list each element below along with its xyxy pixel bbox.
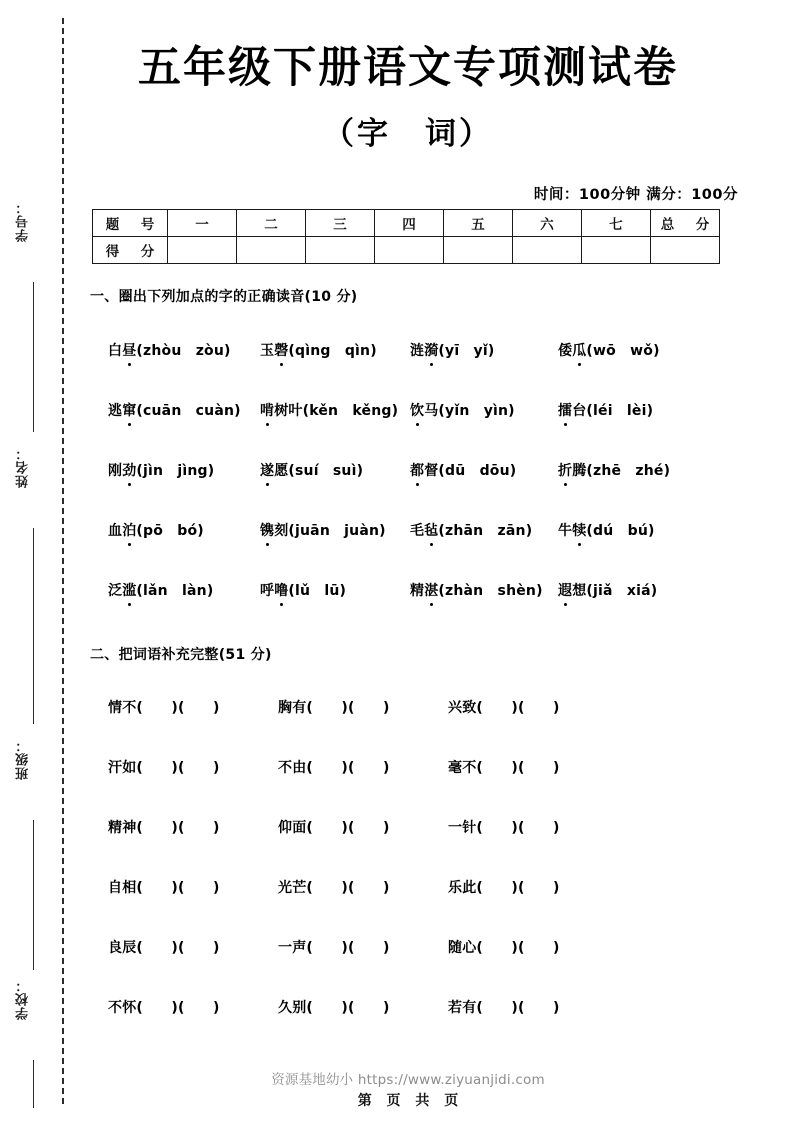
page-title: 五年级下册语文专项测试卷 <box>138 43 678 93</box>
score-table-row-label-question: 题 号 <box>93 210 168 237</box>
score-table <box>92 209 720 264</box>
pinyin-options: (qìng qìn) <box>288 343 377 359</box>
dotted-char: 遐 <box>558 580 572 600</box>
exam-paper-body <box>78 0 793 1122</box>
idiom-item[interactable] <box>448 697 560 717</box>
dotted-char: 湛 <box>424 580 438 600</box>
idiom-prefix: 乐此 <box>448 880 477 896</box>
idiom-item[interactable] <box>108 757 220 777</box>
idiom-blanks[interactable]: ( )( ) <box>306 820 390 836</box>
pinyin-options: (cuān cuàn) <box>136 403 241 419</box>
idiom-prefix: 一声 <box>278 940 307 956</box>
dotted-char: 滥 <box>122 580 136 600</box>
score-table-row-label-score: 得 分 <box>93 237 168 264</box>
pronunciation-item[interactable] <box>108 580 213 600</box>
dotted-char: 劲 <box>122 460 136 480</box>
score-table-col-6: 六 <box>513 210 582 237</box>
pinyin-options: 刻(juān juàn) <box>274 523 386 539</box>
pinyin-options: 想(jiǎ xiá) <box>572 583 658 599</box>
pronunciation-row <box>90 460 780 494</box>
score-cell-3[interactable] <box>306 237 375 264</box>
dotted-char: 犊 <box>572 520 586 540</box>
section-title-1: 一、圈出下列加点的字的正确读音(10 分) <box>90 289 358 305</box>
margin-label-student-id: 学号： <box>16 200 31 242</box>
pronunciation-item[interactable] <box>410 580 543 600</box>
word-prefix: 白 <box>108 343 123 359</box>
score-table-col-1: 一 <box>168 210 237 237</box>
idiom-blanks[interactable]: ( )( ) <box>136 700 220 716</box>
margin-label-school: 学校： <box>16 978 31 1020</box>
idiom-blanks[interactable]: ( )( ) <box>136 760 220 776</box>
pronunciation-item[interactable] <box>108 400 241 420</box>
dotted-char: 漪 <box>424 340 438 360</box>
idiom-item[interactable] <box>278 757 390 777</box>
pronunciation-item[interactable] <box>108 460 214 480</box>
idiom-prefix: 精神 <box>108 820 137 836</box>
seal-dashed-line <box>62 18 64 1104</box>
idiom-blanks[interactable]: ( )( ) <box>306 700 390 716</box>
idiom-prefix: 光芒 <box>278 880 307 896</box>
score-table-col-3: 三 <box>306 210 375 237</box>
word-prefix: 倭 <box>558 343 573 359</box>
idiom-item[interactable] <box>448 877 560 897</box>
pronunciation-item[interactable] <box>558 580 657 600</box>
dotted-char: 毡 <box>424 520 438 540</box>
idiom-item[interactable] <box>448 757 560 777</box>
idiom-item[interactable] <box>108 937 220 957</box>
idiom-item[interactable] <box>448 817 560 837</box>
pronunciation-item[interactable] <box>410 400 515 420</box>
idiom-blanks[interactable]: ( )( ) <box>306 1000 390 1016</box>
margin-rule-name <box>33 528 34 724</box>
idiom-prefix: 不由 <box>278 760 307 776</box>
idiom-item[interactable] <box>108 997 220 1017</box>
pinyin-options: (wō wǒ) <box>586 343 660 359</box>
pronunciation-item[interactable] <box>558 340 660 360</box>
score-table-col-total: 总 分 <box>651 210 720 237</box>
pronunciation-item[interactable] <box>558 520 655 540</box>
watermark-text: 资源基地幼小 https://www.ziyuanjidi.com <box>271 1072 545 1088</box>
idiom-blanks[interactable]: ( )( ) <box>136 880 220 896</box>
idiom-blanks[interactable]: ( )( ) <box>476 760 560 776</box>
idiom-blanks[interactable]: ( )( ) <box>136 820 220 836</box>
pinyin-options: (dú bú) <box>586 523 655 539</box>
idiom-prefix: 毫不 <box>448 760 477 776</box>
pinyin-options: (zhān zān) <box>438 523 533 539</box>
pronunciation-item[interactable] <box>260 340 377 360</box>
pinyin-options: 树叶(kěn kěng) <box>274 403 399 419</box>
pinyin-options: (pō bó) <box>136 523 204 539</box>
idiom-prefix: 自相 <box>108 880 137 896</box>
score-table-header-row <box>93 210 720 237</box>
word-prefix: 涟 <box>410 343 425 359</box>
dotted-char: 昼 <box>122 340 136 360</box>
score-table-col-5: 五 <box>444 210 513 237</box>
word-prefix: 毛 <box>410 523 425 539</box>
idiom-row <box>90 697 780 727</box>
word-prefix: 刚 <box>108 463 123 479</box>
word-prefix: 血 <box>108 523 123 539</box>
pinyin-options: (jìn jìng) <box>136 463 215 479</box>
margin-label-class: 班级： <box>16 738 31 780</box>
dotted-char: 遂 <box>260 460 274 480</box>
dotted-char: 磬 <box>274 340 288 360</box>
idiom-blanks[interactable]: ( )( ) <box>306 940 390 956</box>
pronunciation-item[interactable] <box>260 400 398 420</box>
idiom-prefix: 若有 <box>448 1000 477 1016</box>
score-table-col-7: 七 <box>582 210 651 237</box>
dotted-char: 擂 <box>558 400 572 420</box>
idiom-item[interactable] <box>448 937 560 957</box>
idiom-blanks[interactable]: ( )( ) <box>136 940 220 956</box>
idiom-prefix: 胸有 <box>278 700 307 716</box>
score-cell-7[interactable] <box>582 237 651 264</box>
margin-rule-student-id <box>33 282 34 432</box>
idiom-row <box>90 997 780 1027</box>
score-table-col-2: 二 <box>237 210 306 237</box>
idiom-item[interactable] <box>278 817 390 837</box>
score-table-score-row <box>93 237 720 264</box>
idiom-blanks[interactable]: ( )( ) <box>306 760 390 776</box>
idiom-item[interactable] <box>278 937 390 957</box>
margin-rule-class <box>33 820 34 970</box>
pinyin-options: 马(yǐn yìn) <box>424 403 515 419</box>
idiom-item[interactable] <box>278 997 390 1017</box>
score-cell-5[interactable] <box>444 237 513 264</box>
idiom-blanks[interactable]: ( )( ) <box>476 820 560 836</box>
dotted-char: 饮 <box>410 400 424 420</box>
idiom-blanks[interactable]: ( )( ) <box>476 880 560 896</box>
idiom-prefix: 仰面 <box>278 820 307 836</box>
pinyin-options: 督(dū dōu) <box>424 463 517 479</box>
dotted-char: 折 <box>558 460 572 480</box>
pronunciation-item[interactable] <box>108 520 204 540</box>
pinyin-options: (lǎn làn) <box>136 583 214 599</box>
pronunciation-row <box>90 400 780 434</box>
score-cell-4[interactable] <box>375 237 444 264</box>
pronunciation-item[interactable] <box>260 520 386 540</box>
idiom-item[interactable] <box>278 697 390 717</box>
pronunciation-item[interactable] <box>410 340 494 360</box>
idiom-prefix: 久别 <box>278 1000 307 1016</box>
idiom-blanks[interactable]: ( )( ) <box>476 700 560 716</box>
pinyin-options: 愿(suí suì) <box>274 463 364 479</box>
page-number-footer: 第 页 共 页 <box>357 1093 464 1109</box>
score-cell-2[interactable] <box>237 237 306 264</box>
student-info-margin <box>0 0 78 1122</box>
pinyin-options: 台(léi lèi) <box>572 403 654 419</box>
pronunciation-item[interactable] <box>260 580 346 600</box>
dotted-char: 瓜 <box>572 340 586 360</box>
dotted-char: 镌 <box>260 520 274 540</box>
pinyin-options: (lǔ lū) <box>288 583 347 599</box>
idiom-row <box>90 937 780 967</box>
exam-meta-info: 时间：100分钟 满分：100分 <box>533 187 738 203</box>
score-cell-1[interactable] <box>168 237 237 264</box>
idiom-row <box>90 877 780 907</box>
idiom-item[interactable] <box>108 877 220 897</box>
pronunciation-item[interactable] <box>410 460 516 480</box>
idiom-blanks[interactable]: ( )( ) <box>136 1000 220 1016</box>
idiom-item[interactable] <box>108 697 220 717</box>
margin-label-name: 姓名： <box>16 446 31 488</box>
score-cell-6[interactable] <box>513 237 582 264</box>
idiom-prefix: 良辰 <box>108 940 137 956</box>
word-prefix: 玉 <box>260 343 275 359</box>
pronunciation-row <box>90 580 780 614</box>
pinyin-options: (zhòu zòu) <box>136 343 231 359</box>
dotted-char: 都 <box>410 460 424 480</box>
pinyin-options: (zhàn shèn) <box>438 583 543 599</box>
pronunciation-row <box>90 340 780 374</box>
idiom-item[interactable] <box>108 817 220 837</box>
dotted-char: 泊 <box>122 520 136 540</box>
idiom-prefix: 随心 <box>448 940 477 956</box>
idiom-item[interactable] <box>448 997 560 1017</box>
word-prefix: 泛 <box>108 583 123 599</box>
dotted-char: 窜 <box>122 400 136 420</box>
idiom-prefix: 情不 <box>108 700 137 716</box>
word-prefix: 精 <box>410 583 425 599</box>
pronunciation-row <box>90 520 780 554</box>
word-prefix: 牛 <box>558 523 573 539</box>
idiom-prefix: 一针 <box>448 820 477 836</box>
idiom-prefix: 不怀 <box>108 1000 137 1016</box>
pinyin-options: 腾(zhē zhé) <box>572 463 671 479</box>
pronunciation-item[interactable] <box>108 340 231 360</box>
pronunciation-item[interactable] <box>558 460 670 480</box>
idiom-blanks[interactable]: ( )( ) <box>476 1000 560 1016</box>
score-table-col-4: 四 <box>375 210 444 237</box>
idiom-row <box>90 817 780 847</box>
margin-rule-school <box>33 1060 34 1108</box>
pinyin-options: (yī yǐ) <box>438 343 495 359</box>
idiom-prefix: 兴致 <box>448 700 477 716</box>
word-prefix: 逃 <box>108 403 123 419</box>
word-prefix: 呼 <box>260 583 275 599</box>
pronunciation-item[interactable] <box>260 460 363 480</box>
idiom-item[interactable] <box>278 877 390 897</box>
pronunciation-item[interactable] <box>410 520 532 540</box>
idiom-blanks[interactable]: ( )( ) <box>476 940 560 956</box>
idiom-blanks[interactable]: ( )( ) <box>306 880 390 896</box>
score-cell-total[interactable] <box>651 237 720 264</box>
idiom-prefix: 汗如 <box>108 760 137 776</box>
section-title-2: 二、把词语补充完整(51 分) <box>90 647 272 663</box>
idiom-row <box>90 757 780 787</box>
page-subtitle: （字 词） <box>323 116 493 152</box>
dotted-char: 噜 <box>274 580 288 600</box>
pronunciation-item[interactable] <box>558 400 653 420</box>
dotted-char: 啃 <box>260 400 274 420</box>
